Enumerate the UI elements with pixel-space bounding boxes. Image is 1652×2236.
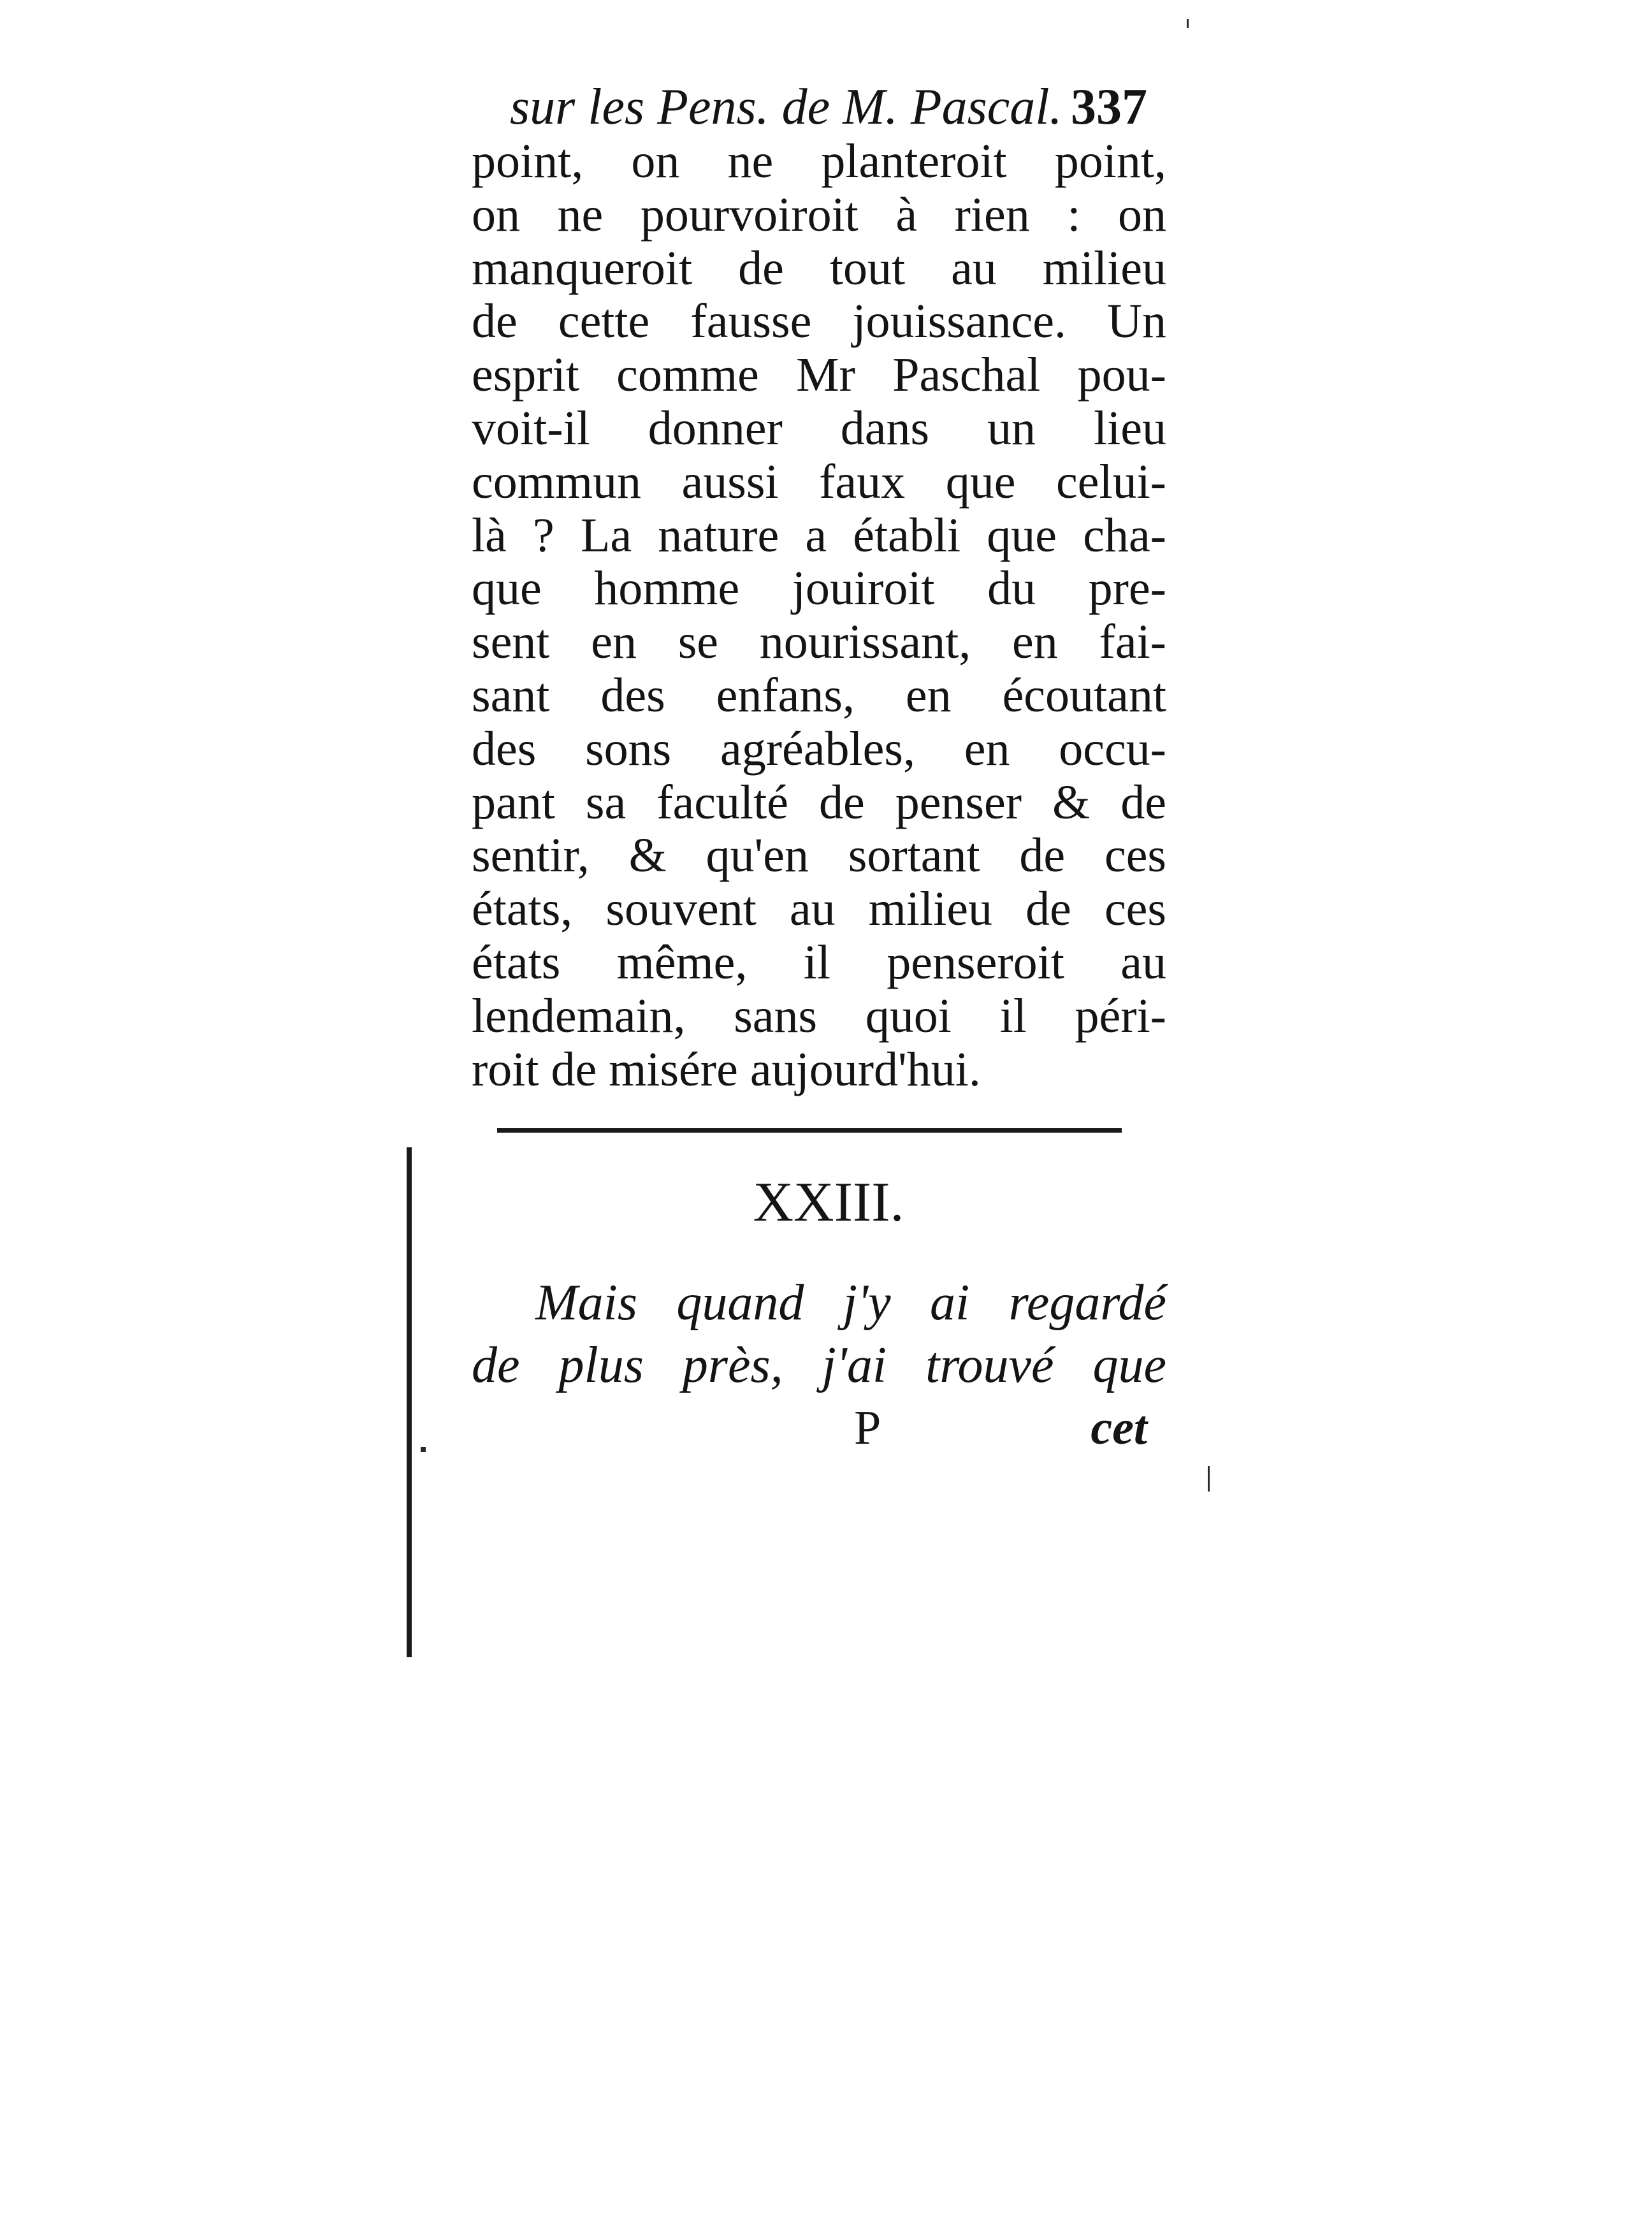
text-line: que homme jouiroit du pre- [472,562,1166,616]
text-line: manqueroit de tout au milieu [472,241,1166,295]
running-head [472,75,1166,139]
scan-speck [421,1447,426,1452]
quote-line: de plus près, j'ai trouvé que [472,1337,1166,1394]
catchword: cet [1090,1401,1147,1455]
text-line: sant des enfans, en écoutant [472,668,1166,722]
text-line: de cette fausse jouissance. Un [472,294,1166,349]
section-divider-rule [497,1128,1122,1133]
text-line: roit de misére aujourd'hui. [472,1042,981,1096]
text-line: voit-il donner dans un lieu [472,401,1166,455]
text-line: sent en se nourissant, en fai- [472,615,1166,669]
text-line: sentir, & qu'en sortant de ces [472,829,1166,883]
text-line: états, souvent au milieu de ces [472,882,1166,936]
scan-edge-mark [407,1147,412,1657]
text-line: commun aussi faux que celui- [472,454,1166,509]
section-number: XXIII. [753,1172,904,1234]
text-line: lendemain, sans quoi il péri- [472,989,1166,1043]
text-line: états même, il penseroit au [472,935,1166,989]
text-line: on ne pourvoiroit à rien : on [472,187,1166,242]
quoted-passage [472,1272,1166,1397]
body-text [472,135,1166,1096]
scan-speck [1208,1466,1210,1492]
text-line: là ? La nature a établi que cha- [472,508,1166,562]
text-line: pant sa faculté de penser & de [472,775,1166,829]
text-line: point, on ne planteroit point, [472,134,1166,188]
page-footer [472,1397,1166,1459]
book-page [472,75,1166,1459]
signature-mark: P [854,1401,881,1455]
scan-speck [1187,19,1189,28]
page-number: 337 [1071,79,1147,135]
running-head-title: sur les Pens. de M. Pascal. [510,79,1062,135]
quote-line: Mais quand j'y ai regardé [535,1275,1166,1332]
text-line: des sons agréables, en occu- [472,722,1166,776]
text-line: esprit comme Mr Paschal pou- [472,348,1166,402]
